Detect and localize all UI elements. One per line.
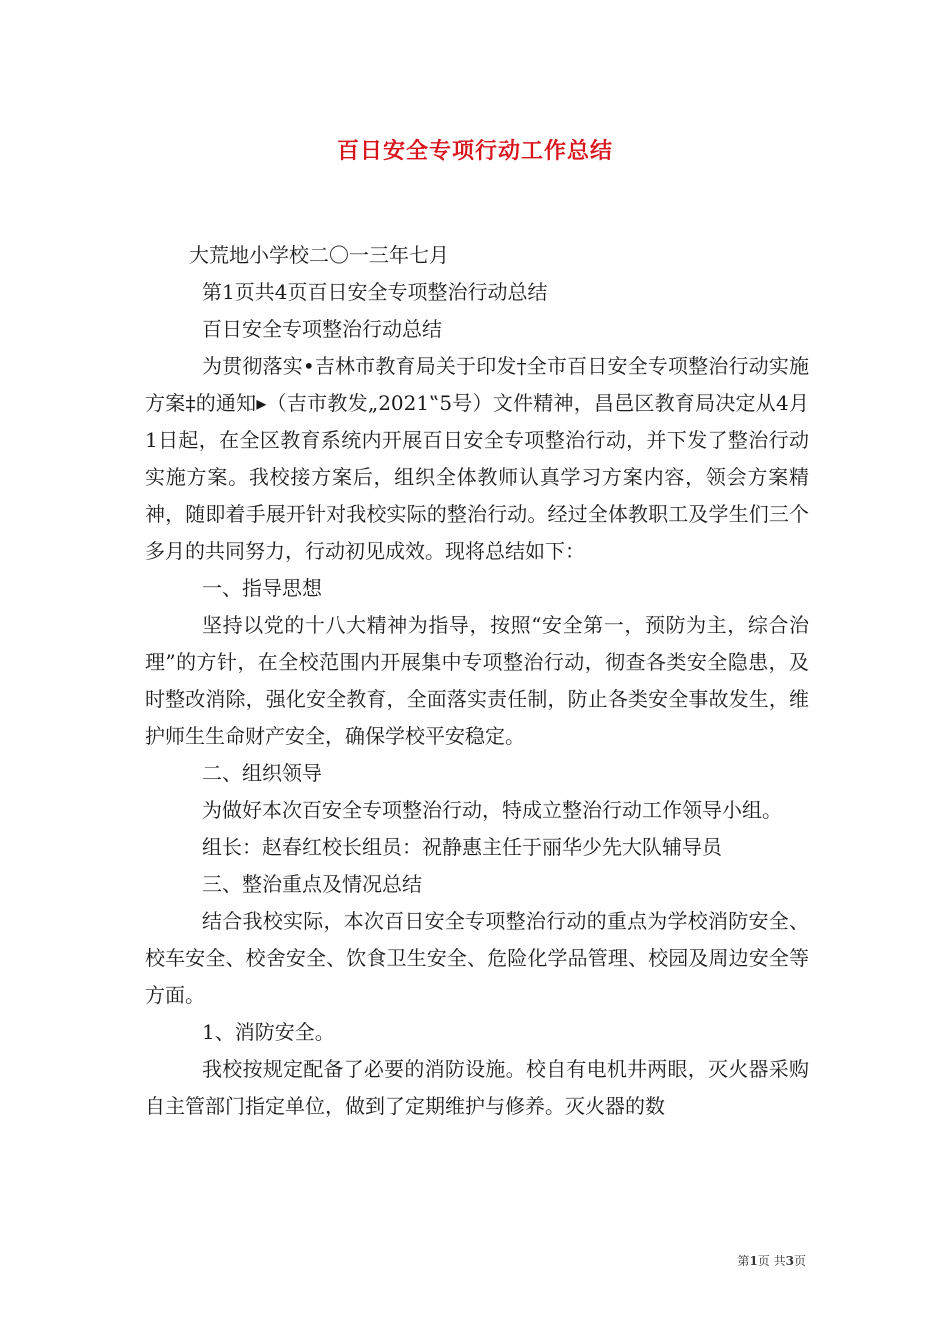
paragraph: 大荒地小学校二〇一三年七月 [189, 243, 449, 267]
paragraph: 第1页共4页百日安全专项整治行动总结 [202, 280, 548, 304]
page-number-footer [737, 1252, 806, 1269]
footer-suffix: 页 [793, 1254, 806, 1268]
section-heading: 三、整治重点及情况总结 [202, 872, 422, 896]
footer-middle: 页 共 [757, 1254, 786, 1268]
paragraph: 百日安全专项整治行动总结 [202, 317, 442, 341]
document-body [145, 237, 809, 1125]
paragraph: 组长：赵春红校长组员：祝静惠主任于丽华少先大队辅导员 [202, 835, 722, 859]
footer-prefix: 第 [737, 1254, 750, 1268]
paragraph: 我校按规定配备了必要的消防设施。校自有电机井两眼，灭火器采购自主管部门指定单位，做到了定期维护与修养。灭火器的数 [145, 1057, 809, 1118]
paragraph: 坚持以党的十八大精神为指导，按照“安全第一，预防为主，综合治理”的方针，在全校范围内开展集中专项整治行动，彻查各类安全隐患，及时整改消除，强化安全教育，全面落实责任制，防止各类安全事故发生，维护师生生命财产安全，确保学校平安稳定。 [145, 613, 809, 748]
paragraph: 结合我校实际，本次百日安全专项整治行动的重点为学校消防安全、校车安全、校舍安全、饮食卫生安全、危险化学品管理、校园及周边安全等方面。 [145, 909, 809, 1007]
subsection-heading: 1、消防安全。 [202, 1020, 335, 1044]
section-heading: 一、指导思想 [202, 576, 322, 600]
paragraph: 为贯彻落实•吉林市教育局关于印发†全市百日安全专项整治行动实施方案‡的通知▸（吉市教发„2021‟5号）文件精神，昌邑区教育局决定从4月1日起，在全区教育系统内开展百日安全专项整治行动，并下发了整治行动实施方案。我校接方案后，组织全体教师认真学习方案内容，领会方案精神，随即着手展开针对我校实际的整治行动。经过全体教职工及学生们三个多月的共同努力，行动初见成效。现将总结如下： [145, 354, 809, 563]
paragraph: 为做好本次百安全专项整治行动，特成立整治行动工作领导小组。 [202, 798, 782, 822]
section-heading: 二、组织领导 [202, 761, 322, 785]
footer-total-pages: 3 [785, 1254, 794, 1268]
footer-current-page: 1 [749, 1254, 758, 1268]
document-title: 百日安全专项行动工作总结 [336, 138, 613, 164]
